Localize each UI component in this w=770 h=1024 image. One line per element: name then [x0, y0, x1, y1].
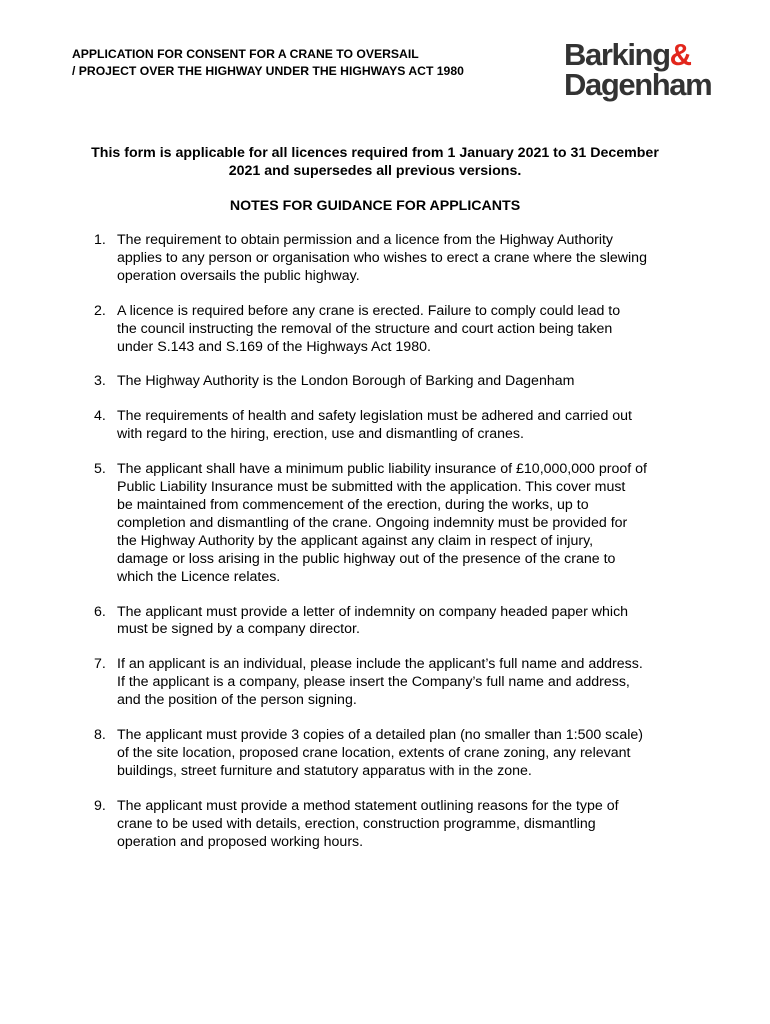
- guidance-note-8: [82, 727, 692, 781]
- guidance-note-text-line: buildings, street furniture and statutory apparatus with in the zone.: [117, 762, 532, 779]
- guidance-note-text-line: The requirements of health and safety legislation must be adhered and carried out: [117, 408, 633, 425]
- guidance-note-text-line: damage or loss arising in the public highway out of the presence of the crane to: [117, 550, 616, 567]
- guidance-note-number: 4.: [94, 408, 106, 425]
- document-title: [72, 46, 542, 80]
- barking-dagenham-logo: [564, 37, 712, 102]
- guidance-note-number: 5.: [94, 461, 106, 478]
- guidance-note-text-line: be maintained from commencement of the erection, during the works, up to: [117, 496, 589, 513]
- guidance-note-number: 2.: [94, 302, 106, 319]
- guidance-note-number: 7.: [94, 656, 106, 673]
- guidance-note-text-line: The applicant must provide a method statement outlining reasons for the type of: [117, 797, 619, 814]
- guidance-note-text-line: crane to be used with details, erection, construction programme, dismantling: [117, 815, 596, 832]
- logo-word-barking: Barking: [564, 37, 670, 72]
- guidance-note-text-line: The applicant shall have a minimum public liability insurance of £10,000,000 proof of: [117, 461, 647, 478]
- guidance-note-text-line: A licence is required before any crane is erected. Failure to comply could lead to: [117, 302, 621, 319]
- guidance-note-4: [82, 408, 692, 444]
- guidance-note-5: [82, 461, 692, 586]
- guidance-note-text-line: under S.143 and S.169 of the Highways Act 1980.: [117, 338, 431, 355]
- guidance-note-6: [82, 604, 692, 640]
- guidance-heading: NOTES FOR GUIDANCE FOR APPLICANTS: [229, 198, 521, 214]
- logo-line-1: [564, 37, 711, 72]
- guidance-note-text-line: Public Liability Insurance must be submitted with the application. This cover must: [117, 479, 626, 496]
- guidance-note-text-line: which the Licence relates.: [117, 568, 281, 585]
- guidance-note-text-line: operation and proposed working hours.: [117, 833, 364, 850]
- guidance-note-text-line: the Highway Authority by the applicant against any claim in respect of injury,: [117, 532, 594, 549]
- guidance-note-number: 1.: [94, 232, 106, 248]
- guidance-note-text-line: If the applicant is a company, please insert the Company’s full name and address,: [117, 674, 630, 691]
- guidance-note-text-line: The applicant must provide a letter of indemnity on company headed paper which: [117, 603, 629, 620]
- guidance-note-number: 9.: [94, 797, 106, 814]
- guidance-note-7: [82, 656, 692, 710]
- guidance-note-number: 3.: [94, 373, 106, 390]
- guidance-note-1: [82, 232, 692, 286]
- applicability-statement: [60, 145, 690, 180]
- guidance-note-text-line: the council instructing the removal of the structure and court action being taken: [117, 320, 613, 337]
- guidance-note-number: 6.: [94, 603, 106, 620]
- guidance-note-text-line: of the site location, proposed crane location, extents of crane zoning, any relevant: [117, 744, 631, 761]
- guidance-note-3: [82, 373, 692, 391]
- logo-word-dagenham: Dagenham: [564, 67, 712, 102]
- guidance-note-text-line: completion and dismantling of the crane. Ongoing indemnity must be provided for: [117, 514, 628, 531]
- guidance-note-9: [82, 798, 692, 852]
- document-title-line-2: / PROJECT OVER THE HIGHWAY UNDER THE HIGHWAYS ACT 1980: [72, 64, 464, 78]
- guidance-note-text-line: The requirement to obtain permission and a licence from the Highway Authority: [117, 232, 614, 248]
- applicability-line-1: This form is applicable for all licences required from 1 January 2021 to 31 December: [91, 145, 659, 161]
- guidance-note-text-line: must be signed by a company director.: [117, 621, 360, 638]
- guidance-note-text-line: The applicant must provide 3 copies of a detailed plan (no smaller than 1:500 scale): [117, 727, 644, 744]
- logo-ampersand: &: [669, 37, 691, 72]
- guidance-note-text-line: and the position of the person signing.: [117, 692, 357, 709]
- guidance-note-text-line: operation oversails the public highway.: [117, 267, 360, 284]
- guidance-note-text-line: applies to any person or organisation who wishes to erect a crane where the slewing: [117, 249, 647, 266]
- guidance-note-text-line: If an applicant is an individual, please include the applicant’s full name and address.: [117, 656, 643, 673]
- document-title-line-1: APPLICATION FOR CONSENT FOR A CRANE TO OVERSAIL: [72, 47, 419, 61]
- guidance-notes-list: [82, 232, 692, 851]
- guidance-note-2: [82, 303, 692, 357]
- applicability-line-2: 2021 and supersedes all previous versions.: [228, 162, 522, 179]
- guidance-note-text-line: with regard to the hiring, erection, use and dismantling of cranes.: [117, 426, 524, 443]
- guidance-note-text-line: The Highway Authority is the London Borough of Barking and Dagenham: [117, 373, 575, 390]
- guidance-note-number: 8.: [94, 727, 106, 744]
